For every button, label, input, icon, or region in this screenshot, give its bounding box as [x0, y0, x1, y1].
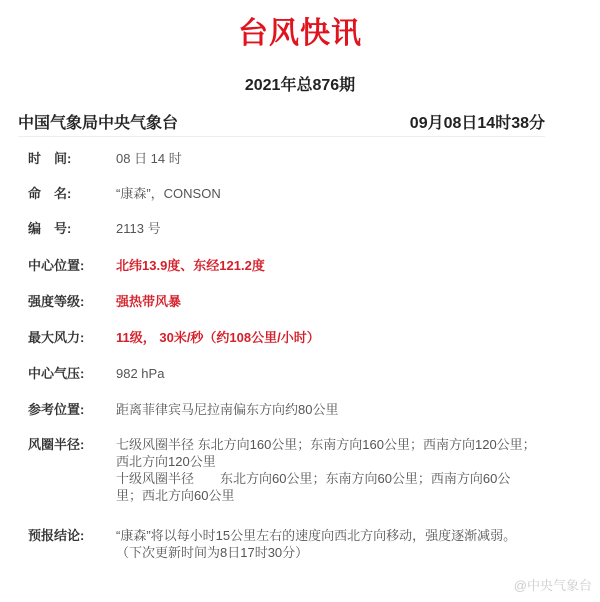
field-label: 时 间:: [28, 151, 72, 166]
page-title: 台风快讯: [238, 17, 362, 50]
next-update: （下次更新时间为8日17时30分）: [116, 545, 309, 560]
field-value: 2113 号: [116, 221, 161, 236]
field-label: 中心气压:: [28, 366, 85, 381]
field-value: 08 日 14 时: [116, 151, 182, 166]
field-value: 北纬13.9度、东经121.2度: [116, 258, 265, 273]
issue-number: 2021年总876期: [244, 77, 356, 94]
issue-datetime: 09月08日14时38分: [409, 115, 545, 132]
field-label: 最大风力:: [28, 330, 85, 345]
forecast-text: “康森”将以每小时15公里左右的速度向西北方向移动，强度逐渐减弱。: [116, 528, 517, 543]
wind-radius-10: 十级风圈半径 东北方向60公里；东南方向60公里；西南方向60公里；西北方向60公里: [116, 471, 511, 503]
field-label: 强度等级:: [28, 294, 85, 309]
field-value: 982 hPa: [116, 366, 165, 381]
field-value: 距离菲律宾马尼拉南偏东方向约80公里: [116, 402, 339, 417]
field-value: 11级， 30米/秒（约108公里/小时）: [116, 330, 320, 345]
field-label: 中心位置:: [28, 258, 85, 273]
agency-name: 中国气象局中央气象台: [18, 115, 179, 132]
field-value: 强热带风暴: [116, 294, 182, 309]
field-label: 风圈半径:: [28, 437, 85, 452]
field-label: 命 名:: [28, 186, 72, 201]
bulletin-header: [18, 110, 545, 137]
field-label: 预报结论:: [28, 528, 85, 543]
field-label: 编 号:: [28, 221, 72, 236]
field-value: “康森”，CONSON: [116, 186, 221, 201]
field-label: 参考位置:: [28, 402, 85, 417]
wind-radius-7: 七级风圈半径 东北方向160公里；东南方向160公里；西南方向120公里；西北方向120公里: [116, 437, 536, 469]
weibo-watermark: @中央气象台: [513, 578, 592, 593]
